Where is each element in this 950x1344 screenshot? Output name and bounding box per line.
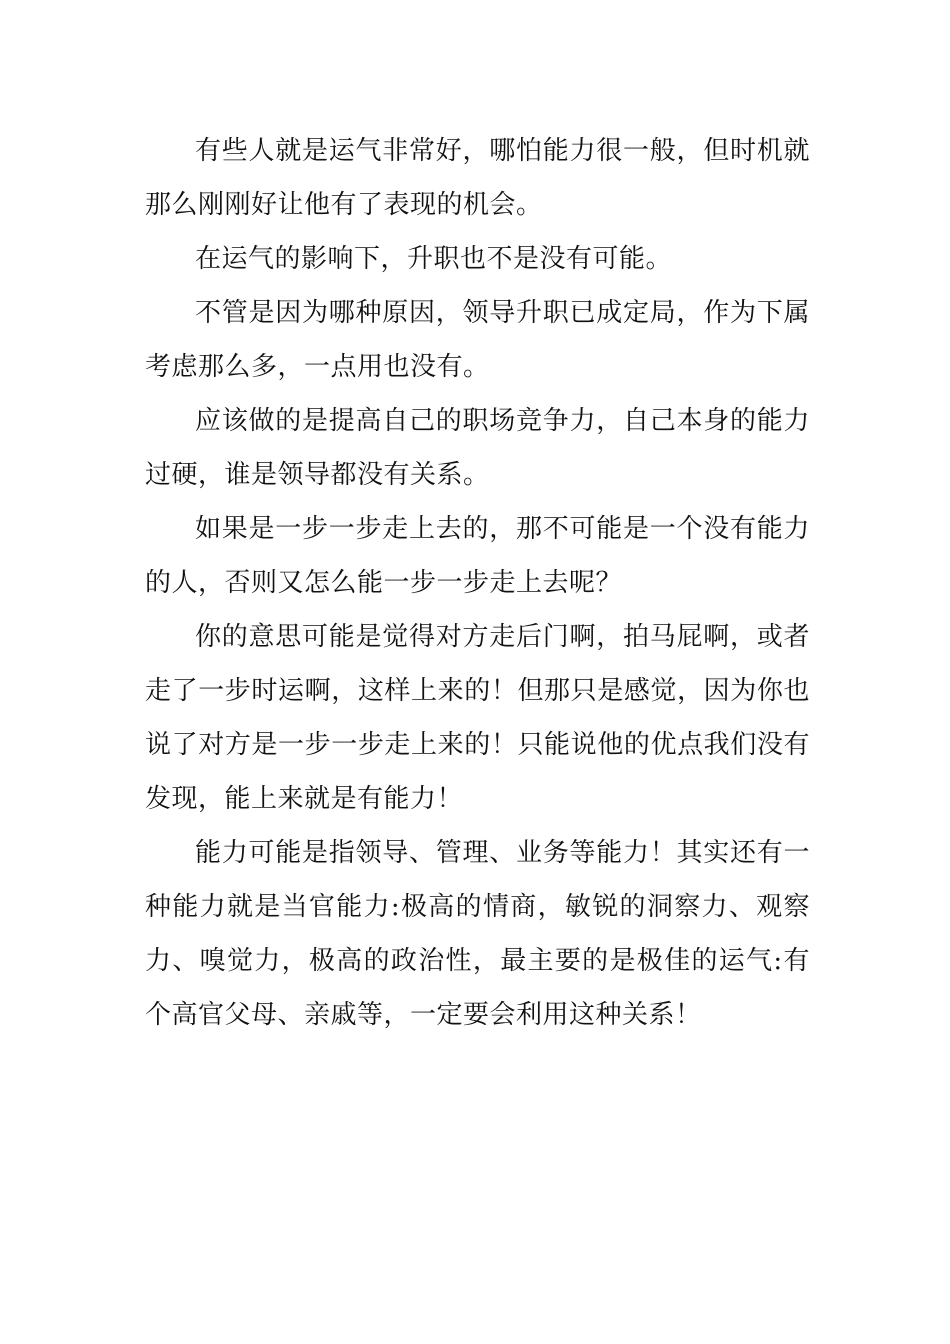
paragraph-6: 你的意思可能是觉得对方走后门啊，拍马屁啊，或者走了一步时运啊，这样上来的！但那只是感觉，因为你也说了对方是一步一步走上来的！只能说他的优点我们没有发现，能上来就是有能力！ — [145, 622, 810, 814]
document-body — [145, 124, 810, 1042]
paragraph-5: 如果是一步一步走上去的，那不可能是一个没有能力的人，否则又怎么能一步一步走上去呢？ — [145, 514, 810, 598]
paragraph-1: 有些人就是运气非常好，哪怕能力很一般，但时机就那么刚刚好让他有了表现的机会。 — [145, 136, 810, 220]
paragraph-7: 能力可能是指领导、管理、业务等能力！其实还有一种能力就是当官能力:极高的情商，敏锐的洞察力、观察力、嗅觉力，极高的政治性，最主要的是极佳的运气:有个高官父母、亲戚等，一定要会利用这种关系！ — [145, 838, 810, 1030]
paragraph-3: 不管是因为哪种原因，领导升职已成定局，作为下属考虑那么多，一点用也没有。 — [145, 298, 810, 382]
paragraph-2: 在运气的影响下，升职也不是没有可能。 — [195, 244, 673, 274]
paragraph-4: 应该做的是提高自己的职场竞争力，自己本身的能力过硬，谁是领导都没有关系。 — [145, 406, 810, 490]
